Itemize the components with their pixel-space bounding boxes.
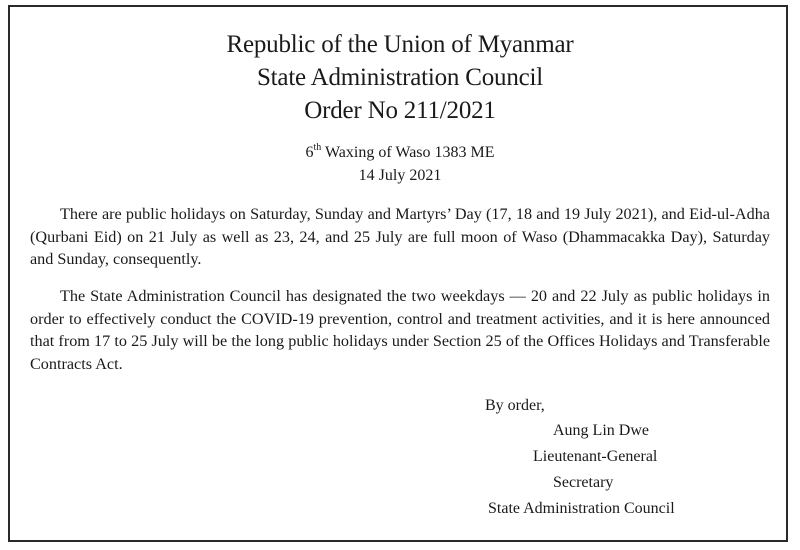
signatory-organization: State Administration Council — [488, 500, 675, 517]
lunar-date — [0, 143, 800, 163]
signatory-title: Secretary — [553, 474, 614, 491]
signature-by-order: By order, — [485, 397, 545, 414]
lunar-day-number: 6 — [305, 144, 314, 161]
body-paragraph-2 — [30, 285, 770, 375]
order-number: Order No 211/2021 — [304, 97, 496, 124]
paragraph-2-text: The State Administration Council has designated the two weekdays — 20 and 22 July as public holidays in order to effectively conduct the COVID-19 prevention, control and treatment activities, and it is here announced that from 17 to 25 July will be the long public holidays under Section 25 of the Offices Holidays and Transferable Contracts Act. — [30, 287, 770, 373]
signatory-name: Aung Lin Dwe — [553, 422, 649, 439]
lunar-day-suffix: th — [313, 141, 322, 153]
header-country: Republic of the Union of Myanmar — [226, 31, 574, 58]
header-council: State Administration Council — [256, 64, 544, 91]
paragraph-1-text: There are public holidays on Saturday, Sunday and Martyrs’ Day (17, 18 and 19 July 2021), and Eid-ul-Adha (Qurbani Eid) on 21 July as well as 23, 24, and 25 July are full moon of Waso (Dhammacakka Day), Saturday and Sunday, consequently. — [30, 205, 770, 268]
gregorian-date: 14 July 2021 — [358, 167, 442, 184]
body-paragraph-1 — [30, 203, 770, 271]
lunar-date-text: Waxing of Waso 1383 ME — [324, 144, 495, 161]
signatory-rank: Lieutenant-General — [533, 448, 658, 465]
